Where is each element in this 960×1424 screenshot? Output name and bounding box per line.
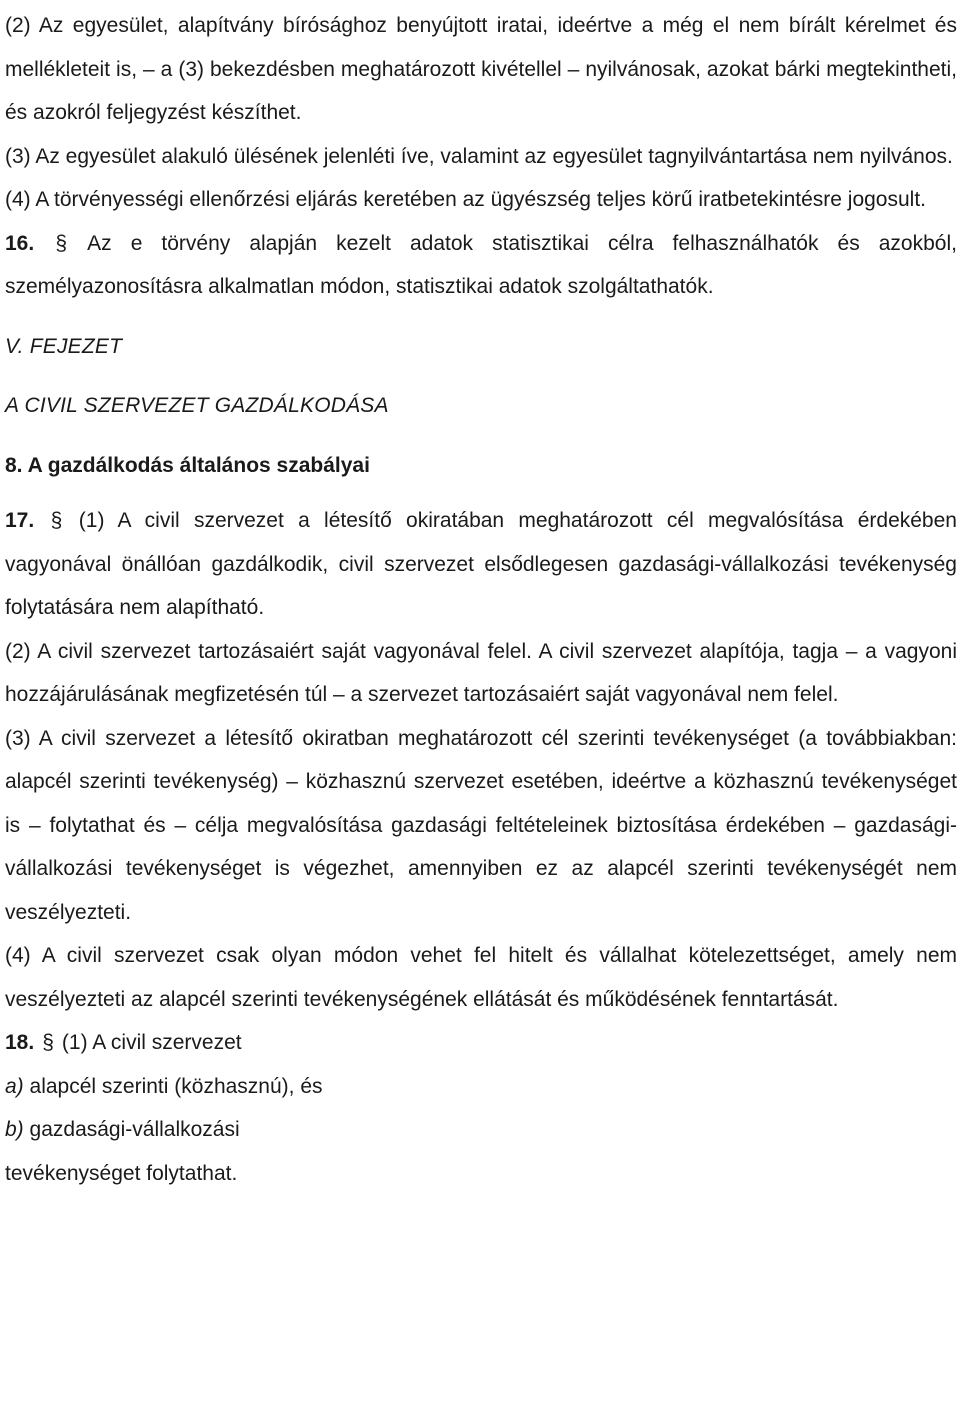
- section-18-intro: (1) A civil szervezet: [61, 1031, 242, 1054]
- section-17-4: (4) A civil szervezet csak olyan módon vehet fel hitelt és vállalhat kötelezettséget, amely nem veszélyezteti az alapcél szerinti tevékenységének ellátását és működésének fenntartását.: [5, 944, 957, 1011]
- point-a-label: a): [5, 1074, 24, 1098]
- section-17-1: [5, 499, 957, 630]
- section-17-2: (2) A civil szervezet tartozásaiért saját vagyonával felel. A civil szervezet alapítója, tagja – a vagyoni hozzájárulásának megfizetésén túl – a szervezet tartozásaiért saját vagyonával nem felel.: [5, 639, 957, 706]
- point-b-label: b): [5, 1118, 24, 1141]
- section-18-1: [5, 1021, 957, 1065]
- section-17-3: (3) A civil szervezet a létesítő okiratban meghatározott cél szerinti tevékenységet (a továbbiakban: alapcél szerinti tevékenység) – közhasznú szervezet esetében, ideértve a közhasznú tevékenységet is – folytathat és – célja megvalósítása gazdasági feltételeinek biztosítása érdekében – gazdasági-vállalkozási tevékenységet is végezhet, amennyiben ez az alapcél szerinti tevékenységét nem veszélyezteti.: [5, 726, 957, 924]
- paragraph-15-4: (4) A törvényességi ellenőrzési eljárás keretében az ügyészség teljes körű iratbetekintésre jogosult.: [5, 188, 926, 211]
- paragraph-15-3: (3) Az egyesület alakuló ülésének jelenléti íve, valamint az egyesület tagnyilvántartása nem nyilvános.: [5, 144, 953, 168]
- section-18-point-a: [5, 1065, 957, 1109]
- section-17-number: 17.: [5, 509, 35, 532]
- section-18-point-b: [5, 1108, 957, 1152]
- chapter-title: A CIVIL SZERVEZET GAZDÁLKODÁSA: [5, 394, 389, 417]
- paragraph-15-2: (2) Az egyesület, alapítvány bírósághoz benyújtott iratai, ideértve a még el nem bírált kérelmet és mellékleteit is, – a (3) bekezdésben meghatározott kivétellel – nyilvánosak, azokat bárki megtekintheti, és azokról feljegyzést készíthet.: [5, 14, 957, 124]
- section-18-end: tevékenységet folytathat.: [5, 1161, 238, 1185]
- section-18-number: 18.: [5, 1031, 35, 1054]
- subheading: 8. A gazdálkodás általános szabályai: [5, 453, 370, 477]
- point-b-text: gazdasági-vállalkozási: [29, 1118, 240, 1141]
- chapter-number: V. FEJEZET: [5, 334, 123, 358]
- paragraph-sign: §: [55, 231, 68, 255]
- paragraph-sign: §: [50, 509, 63, 532]
- paragraph-sign: §: [42, 1031, 54, 1054]
- point-a-text: alapcél szerinti (közhasznú), és: [29, 1074, 323, 1098]
- section-17-1-text: (1) A civil szervezet a létesítő okiratában meghatározott cél megvalósítása érdekében vagyonával önállóan gazdálkodik, civil szervezet elsődlegesen gazdasági-vállalkozási tevékenység folytatására nem alapítható.: [5, 509, 957, 619]
- document-page: [5, 0, 957, 1195]
- section-16-text: Az e törvény alapján kezelt adatok statisztikai célra felhasználhatók és azokból, személyazonosításra alkalmatlan módon, statisztikai adatok szolgáltathatók.: [5, 231, 957, 298]
- section-16-number: 16.: [5, 231, 35, 255]
- section-16: [5, 222, 957, 309]
